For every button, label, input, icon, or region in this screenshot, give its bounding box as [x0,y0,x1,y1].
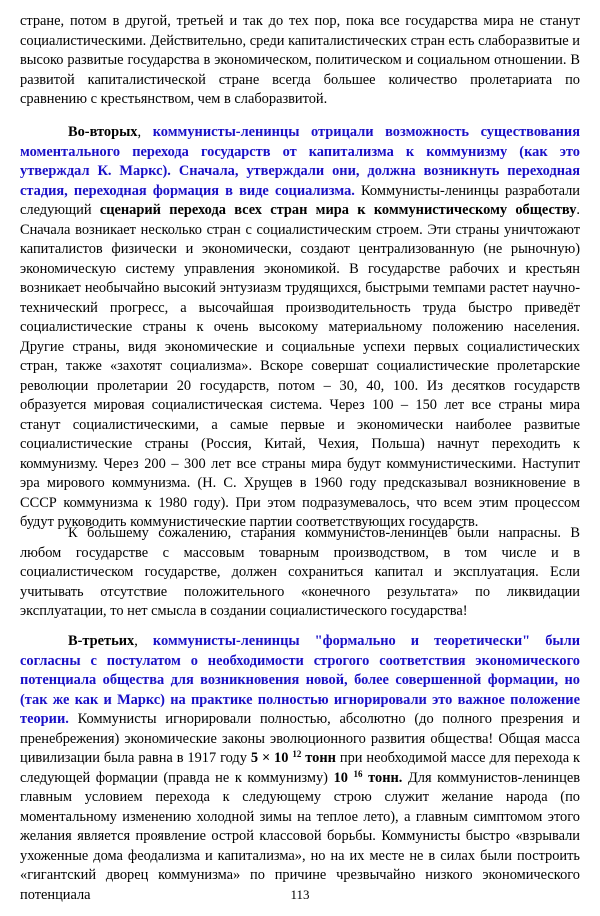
p4-text-1: Коммунисты игнорировали полностью, абсолютно (до полного презрения и пренебрежения) экономические законы эволюционного развития общества! Общая масса цивилизации была равна в 1917 году [20,711,580,766]
p2-text-2: . Сначала возникает несколько стран с социалистическим строем. Эти страны уничтожают капиталистов физически и экономически, создают централизованную (не рыночную) экономическую систему управления экономикой. В государстве рабочих и крестьян возникает необычайно высокий энтузиазм трудящихся, быстрыми темпами растет научно-технический прогресс, а высочайшая производительность труда быстро приведёт социалистические страны к очень высокому материальному положению населения. Другие страны, видя экономические и социальные успехи первых социалистических стран, также «захотят социализма». Вскоре совершат социалистические пролетарские революции пролетарии 20 государств, потом – 30, 40, 100. Из десятков государств образуется мировая социалистическая система. Через 100 – 150 лет все страны мира станут социалистическими, а самые первые и экономически наиболее развитые социалистические страны (Россия, Китай, Чехия, Польша) начнут переходить к коммунизму. Через 200 – 300 лет все страны мира будут коммунистическими. Наступит эра мирового коммунизма. (Н. С. Хрущев в 1960 году предсказывал возникновение в СССР коммунизма к 1980 году). При этом подразумевалось, что всем этим процессом будут руководить коммунистические партии соответствующих государств. [20,202,580,530]
paragraph-3: К большему сожалению, старания коммунистов-ленинцев были напрасны. В любом государстве с массовым товарным производством, в том числе и в социалистическом государстве, должен сохраниться капитал и эксплуатация. Если учитывать отсутствие положительного «конечного результата» по ликвидации эксплуатации, то нет смысла в создании социалистического государства! [20,525,580,619]
paragraph-2 [20,123,580,533]
mass-1917-unit: тонн [305,750,336,766]
mass-1917-value: 5 × 10 [250,750,289,766]
page-number: 113 [290,887,310,902]
mass-needed-value: 10 [333,769,348,786]
thirdly-lead: В-третьих [68,633,135,649]
p4-text-2: при необходимой массе для перехода к следующей формации (правда не к коммунизму) [20,750,580,786]
mass-needed-exponent: 16 [353,768,363,779]
mass-1917-exponent: 12 [292,749,302,759]
p4-blue-statement: коммунисты-ленинцы "формально и теоретически" были согласны с постулатом о необходимости строгого соответствия экономического потенциала общества для возникновения новой, более совершенной формации, но (так же как и Маркс) на практике полностью игнорировали это важное положение теории. [20,633,580,727]
p4-text-3: Для коммунистов-ленинцев главным условием перехода к следующему строю служит желание народа (по моментальному изменению холодной зимы на теплое лето), а главным симптомом этого желания является проявление острой классовой борьбы. Коммунисты быстро «взрывали ухоженные дома феодализма и капитализма», но на их месте не в силах были построить «гигантский дворец коммунизма» по причине чрезвычайно низкого экономического потенциала [20,769,581,903]
paragraph-1: стране, потом в другой, третьей и так до тех пор, пока все государства мира не станут социалистическими. Действительно, среди капиталистических стран есть слаборазвитые и высоко развитые государства в экономическом, политическом и социальном отношении. В развитой капиталистической стране всегда большее количество пролетариата по сравнению с крестьянством, чем в слаборазвитой. [20,13,580,107]
p2-blue-statement: коммунисты-ленинцы отрицали возможность существования моментального перехода государств от капитализма к коммунизму (как это утверждал К. Маркс). Сначала, утверждали они, должна возникнуть переходная стадия, переходная формация в виде социализма. [20,124,581,199]
p2-text-1: Коммунисты-ленинцы разработали следующий [20,182,581,218]
secondly-lead: Во-вторых [68,124,138,140]
p2-bold-scenario: сценарий перехода всех стран мира к коммунистическому обществу [99,202,577,218]
p4-comma: , [134,633,153,649]
paragraph-4 [20,632,580,905]
mass-needed-unit: тонн. [368,769,403,786]
p2-comma: , [137,124,153,140]
